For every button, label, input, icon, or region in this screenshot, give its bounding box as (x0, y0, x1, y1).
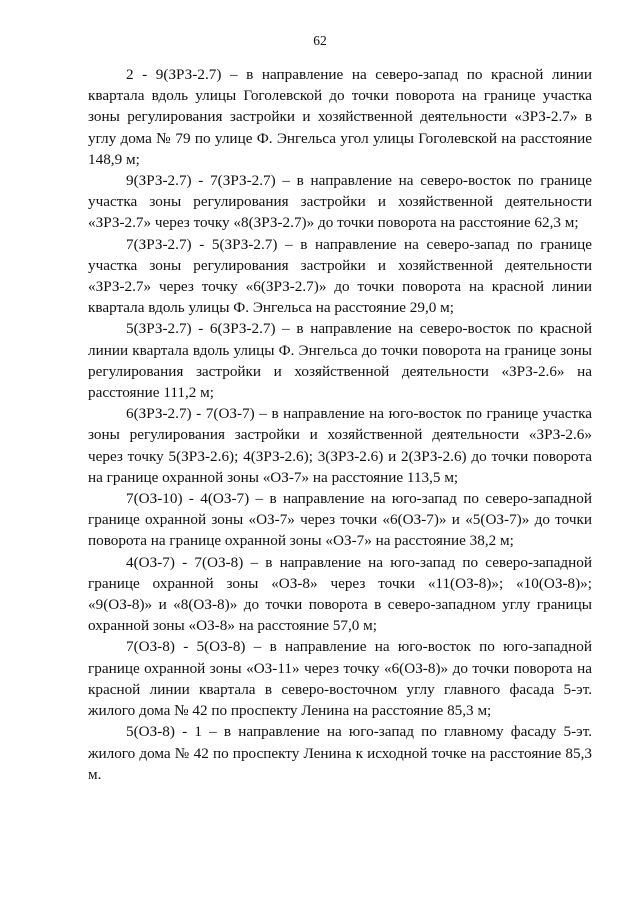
boundary-segment-paragraph: 9(ЗРЗ-2.7) - 7(ЗРЗ-2.7) – в направление на северо-восток по границе участка зоны регулирования застройки и хозяйственной деятельности «ЗРЗ-2.7» через точку «8(ЗРЗ-2.7)» до точки поворота на расстояние 62,3 м; (88, 172, 592, 232)
boundary-segment-paragraph: 4(ОЗ-7) - 7(ОЗ-8) – в направление на юго-запад по северо-западной границе охранной зоны «ОЗ-8» через точки «11(ОЗ-8)»; «10(ОЗ-8)»; «9(ОЗ-8)» и «8(ОЗ-8)» до точки поворота в северо-западном углу границы охранной зоны «ОЗ-8» на расстояние 57,0 м; (88, 553, 592, 635)
document-body (88, 64, 592, 785)
boundary-segment-paragraph: 7(ЗРЗ-2.7) - 5(ЗРЗ-2.7) – в направление на северо-запад по границе участка зоны регулирования застройки и хозяйственной деятельности «ЗРЗ-2.7» через точку «6(ЗРЗ-2.7)» до точки поворота на красной линии квартала вдоль улицы Ф. Энгельса на расстояние 29,0 м; (88, 235, 592, 317)
boundary-segment-paragraph: 7(ОЗ-10) - 4(ОЗ-7) – в направление на юго-запад по северо-западной границе охранной зоны «ОЗ-7» через точки «6(ОЗ-7)» и «5(ОЗ-7)» до точки поворота на границе охранной зоны «ОЗ-7» на расстояние 38,2 м; (88, 490, 592, 550)
boundary-segment-paragraph: 2 - 9(ЗРЗ-2.7) – в направление на северо-запад по красной линии квартала вдоль улицы Гоголевской до точки поворота на границе участка зоны регулирования застройки и хозяйственной деятельности «ЗРЗ-2.7» в углу дома № 79 по улице Ф. Энгельса угол улицы Гоголевской на расстояние 148,9 м; (88, 66, 592, 168)
boundary-segment-paragraph: 5(ЗРЗ-2.7) - 6(ЗРЗ-2.7) – в направление на северо-восток по красной линии квартала вдоль улицы Ф. Энгельса до точки поворота на границе зоны регулирования застройки и хозяйственной деятельности «ЗРЗ-2.6» на расстояние 111,2 м; (88, 320, 592, 402)
page-number: 62 (313, 33, 327, 48)
boundary-segment-paragraph: 7(ОЗ-8) - 5(ОЗ-8) – в направление на юго-восток по юго-западной границе охранной зоны «ОЗ-11» через точку «6(ОЗ-8)» до точки поворота на красной линии квартала в северо-восточном углу главного фасада 5-эт. жилого дома № 42 по проспекту Ленина на расстояние 85,3 м; (88, 638, 592, 720)
boundary-segment-paragraph: 6(ЗРЗ-2.7) - 7(ОЗ-7) – в направление на юго-восток по границе участка зоны регулирования застройки и хозяйственной деятельности «ЗРЗ-2.6» через точку 5(ЗРЗ-2.6); 4(ЗРЗ-2.6); 3(ЗРЗ-2.6) и 2(ЗРЗ-2.6) до точки поворота на границе охранной зоны «ОЗ-7» на расстояние 113,5 м; (88, 405, 592, 486)
boundary-segment-paragraph: 5(ОЗ-8) - 1 – в направление на юго-запад по главному фасаду 5-эт. жилого дома № 42 по проспекту Ленина к исходной точке на расстояние 85,3 м. (88, 723, 592, 783)
